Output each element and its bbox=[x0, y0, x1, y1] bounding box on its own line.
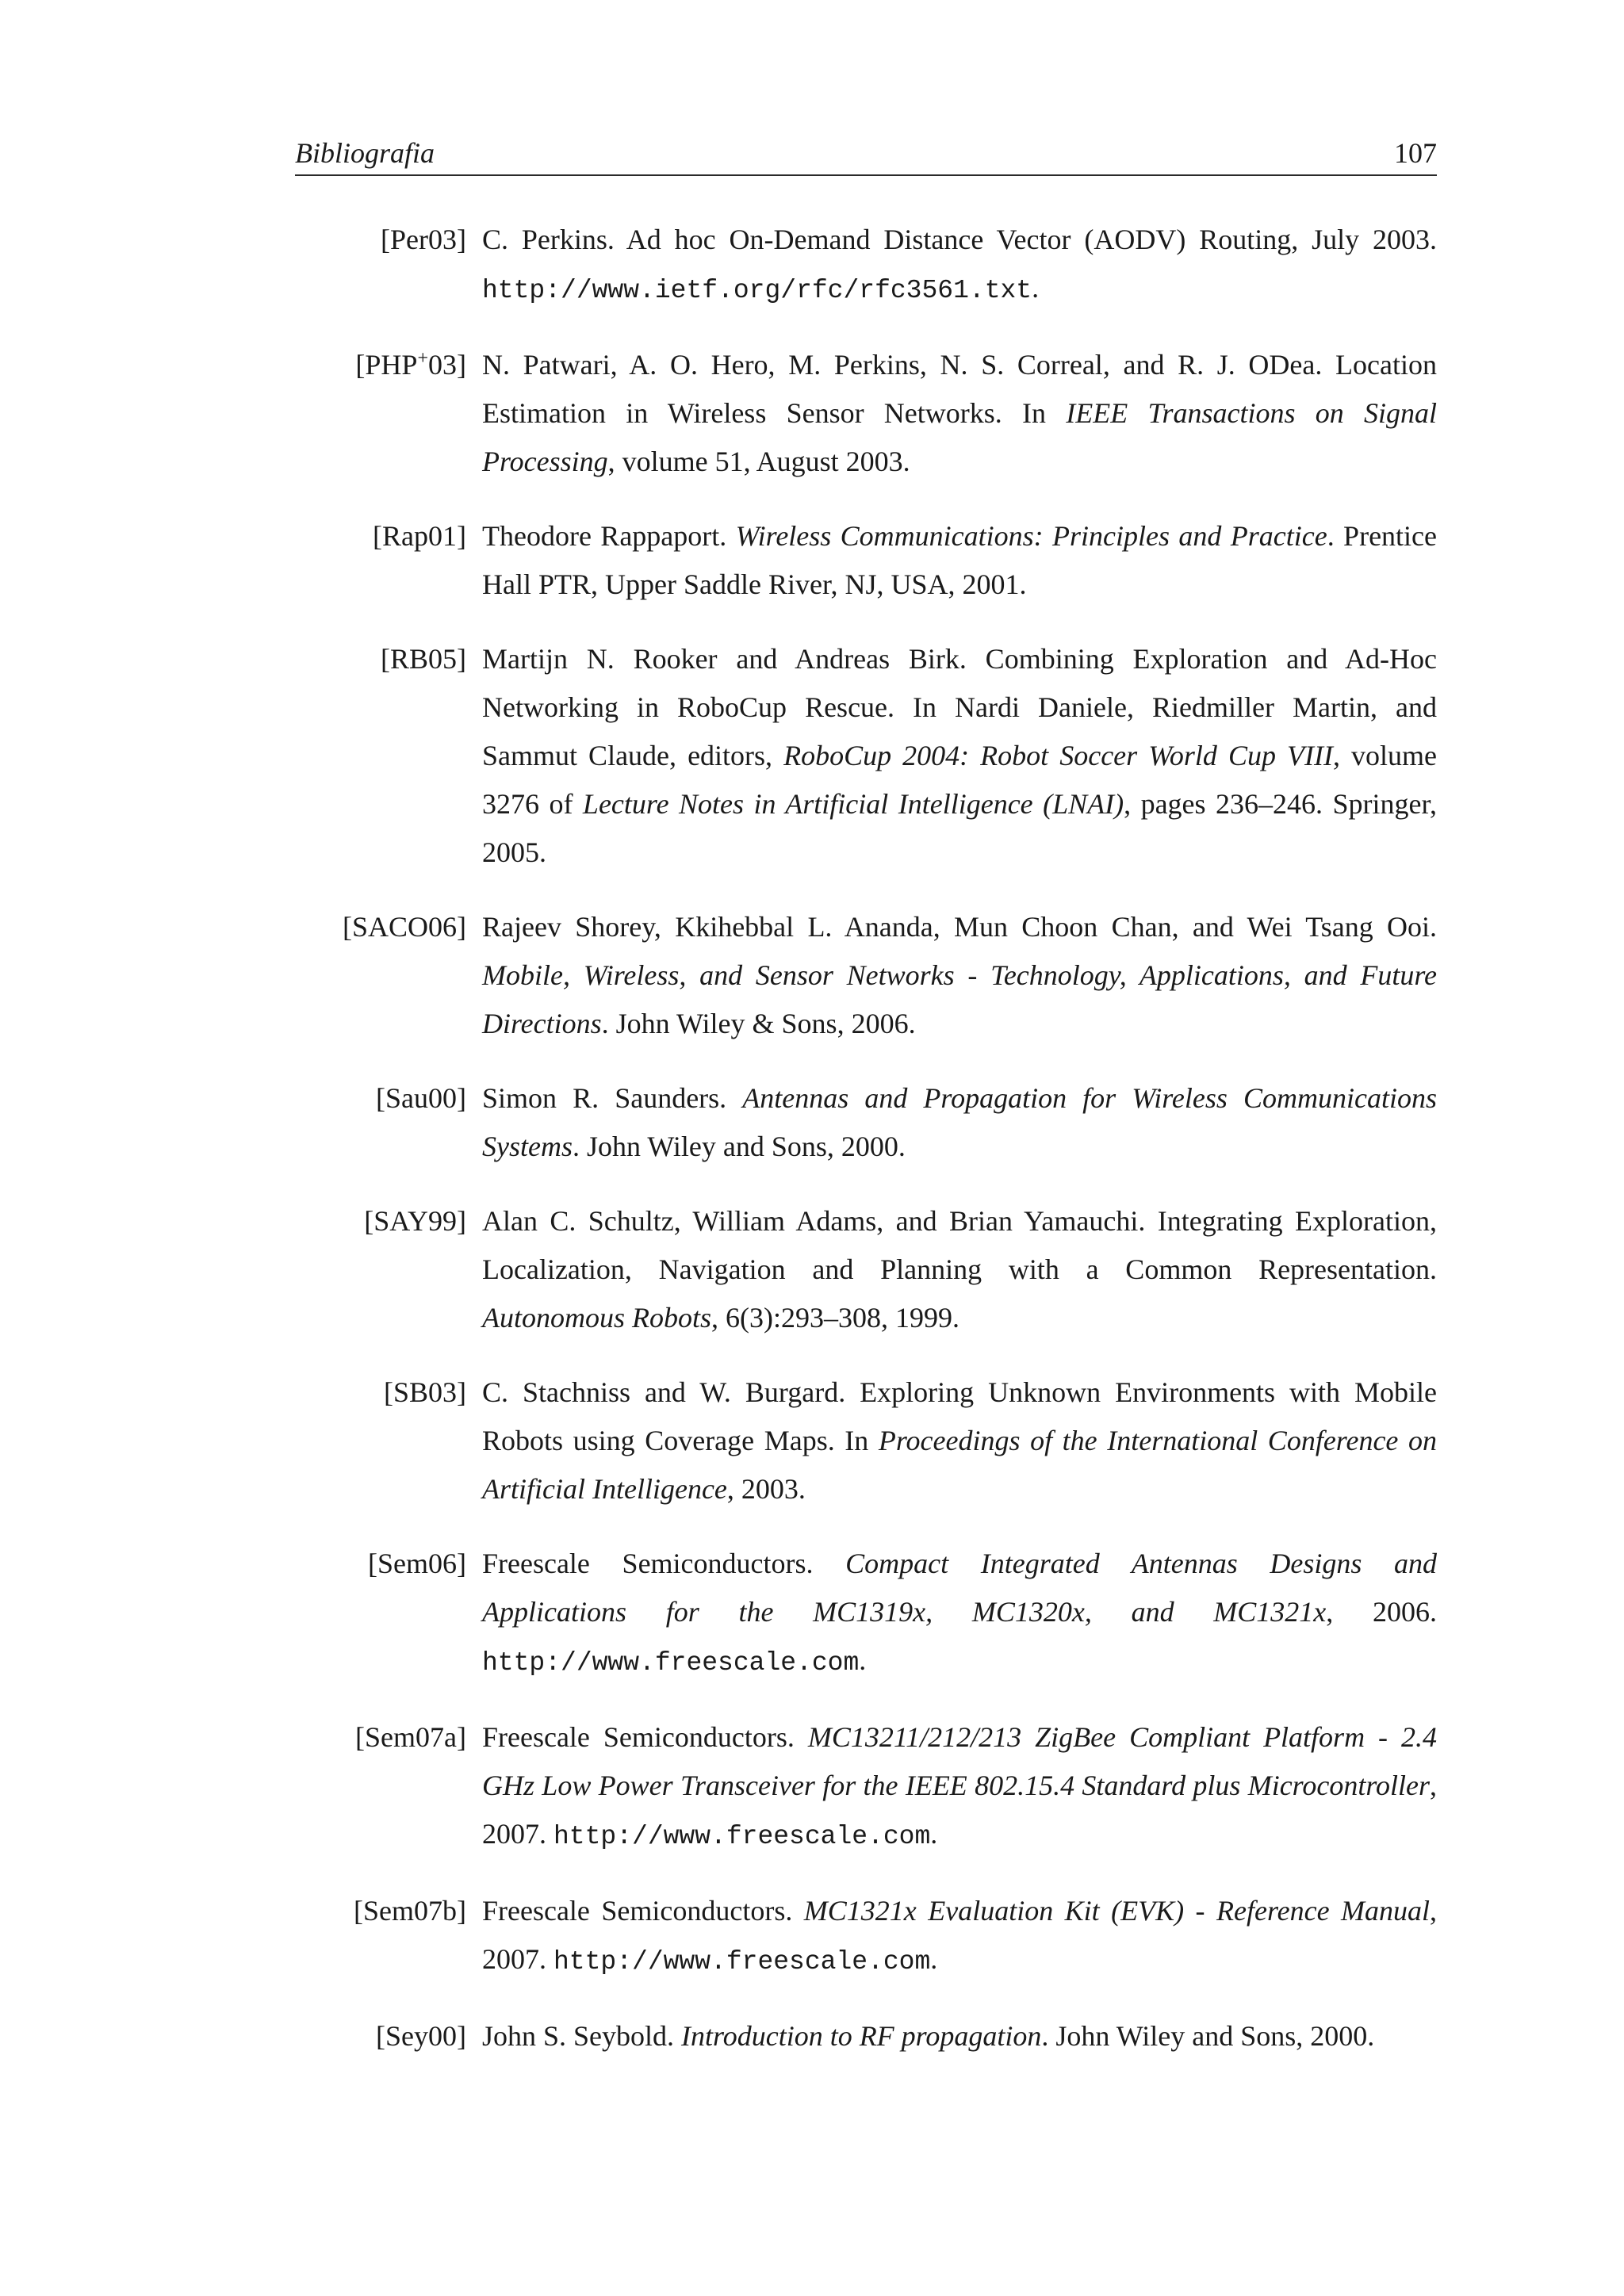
citation-url[interactable]: http://www.freescale.com bbox=[482, 1648, 860, 1678]
citation-title: Mobile, Wireless, and Sensor Networks - Technology, Applications, and Future Directions bbox=[482, 959, 1437, 1039]
citation-title: RoboCup 2004: Robot Soccer World Cup VIII bbox=[783, 740, 1333, 771]
citation-key: [Rap01] bbox=[373, 520, 466, 552]
citation-key: [Sey00] bbox=[376, 2020, 466, 2052]
citation-key: [Sem07a] bbox=[355, 1721, 466, 1753]
citation-key: [Sau00] bbox=[376, 1082, 466, 1114]
citation-text bbox=[482, 2012, 1437, 2061]
bibliography-entry bbox=[295, 512, 1437, 609]
citation-key: [PHP+03] bbox=[355, 348, 466, 381]
citation-segment: Simon R. Saunders. bbox=[482, 1082, 743, 1114]
citation-segment: , volume 51, August 2003. bbox=[607, 446, 910, 477]
bibliography-entry bbox=[295, 1368, 1437, 1513]
citation-title: IEEE Transactions on Signal Processing bbox=[482, 397, 1437, 477]
citation-url[interactable]: http://www.ietf.org/rfc/rfc3561.txt bbox=[482, 276, 1032, 305]
citation-segment: , 2007. bbox=[482, 1895, 1438, 1975]
citation-segment: N. Patwari, A. O. Hero, M. Perkins, N. S. Correal, and R. J. ODea. Location Estimation in Wireless Sensor Networks. In bbox=[482, 349, 1437, 429]
citation-segment: . bbox=[1032, 272, 1040, 304]
citation-segment: , 6(3):293–308, 1999. bbox=[711, 1302, 959, 1334]
citation-segment: , 2007. bbox=[482, 1770, 1437, 1850]
citation-text bbox=[482, 1368, 1437, 1513]
citation-text bbox=[482, 1540, 1437, 1687]
citation-segment: . John Wiley & Sons, 2006. bbox=[601, 1008, 916, 1039]
citation-key: [SB03] bbox=[383, 1376, 466, 1408]
citation-segment: . bbox=[930, 1818, 938, 1850]
bibliography-entry bbox=[295, 1713, 1437, 1861]
citation-segment: John S. Seybold. bbox=[482, 2020, 682, 2052]
running-head bbox=[295, 133, 1437, 176]
citation-url[interactable]: http://www.freescale.com bbox=[553, 1822, 931, 1851]
citation-key: [RB05] bbox=[381, 643, 466, 675]
bibliography-entry bbox=[295, 2012, 1437, 2061]
bibliography-entry bbox=[295, 635, 1437, 877]
citation-segment: Martijn N. Rooker and Andreas Birk. Combining Exploration and Ad-Hoc Networking in RoboCup Rescue. In Nardi Daniele, Riedmiller Martin, and Sammut Claude, editors, bbox=[482, 643, 1437, 771]
citation-text bbox=[482, 635, 1437, 877]
bibliography-entry bbox=[295, 1074, 1437, 1171]
bibliography-entry bbox=[295, 1887, 1437, 1986]
bibliography-entry bbox=[295, 1197, 1437, 1342]
citation-segment: . bbox=[930, 1943, 938, 1975]
citation-segment: C. Perkins. Ad hoc On-Demand Distance Vector (AODV) Routing, July 2003. bbox=[482, 224, 1437, 255]
citation-segment: . bbox=[859, 1644, 867, 1676]
bibliography-entry bbox=[295, 1540, 1437, 1687]
citation-text bbox=[482, 512, 1437, 609]
citation-text bbox=[482, 1887, 1437, 1986]
citation-segment: Alan C. Schultz, William Adams, and Brian Yamauchi. Integrating Exploration, Localization, Navigation and Planning with a Common Representation. bbox=[482, 1205, 1437, 1285]
citation-text bbox=[482, 1713, 1437, 1861]
citation-segment: . Prentice Hall PTR, Upper Saddle River, NJ, USA, 2001. bbox=[482, 520, 1438, 600]
chapter-title: Bibliografia bbox=[295, 137, 435, 169]
citation-segment: . John Wiley and Sons, 2000. bbox=[572, 1131, 906, 1162]
citation-title: Antennas and Propagation for Wireless Communications Systems bbox=[482, 1082, 1437, 1162]
citation-text bbox=[482, 216, 1437, 315]
citation-title: Lecture Notes in Artificial Intelligence (LNAI) bbox=[582, 788, 1124, 820]
citation-key: [SAY99] bbox=[364, 1205, 466, 1237]
citation-segment: Freescale Semiconductors. bbox=[482, 1548, 846, 1579]
citation-title: Introduction to RF propagation bbox=[681, 2020, 1042, 2052]
citation-key: [Per03] bbox=[381, 224, 466, 255]
page-number: 107 bbox=[1394, 137, 1437, 169]
citation-key: [Sem06] bbox=[368, 1548, 466, 1579]
citation-segment: , volume 3276 of bbox=[482, 740, 1437, 820]
citation-segment: , 2006. bbox=[1326, 1596, 1438, 1628]
citation-key: [SACO06] bbox=[342, 911, 466, 943]
citation-segment: . John Wiley and Sons, 2000. bbox=[1041, 2020, 1375, 2052]
citation-segment: Theodore Rappaport. bbox=[482, 520, 736, 552]
citation-title: Compact Integrated Antennas Designs and Applications for the MC1319x, MC1320x, and MC1321x bbox=[482, 1548, 1437, 1628]
citation-segment: , pages 236–246. Springer, 2005. bbox=[482, 788, 1437, 868]
citation-segment: Freescale Semiconductors. bbox=[482, 1721, 808, 1753]
citation-text bbox=[482, 1197, 1437, 1342]
citation-text bbox=[482, 341, 1437, 486]
citation-title: Proceedings of the International Conference on Artificial Intelligence bbox=[482, 1425, 1437, 1505]
citation-segment: Freescale Semiconductors. bbox=[482, 1895, 804, 1927]
bibliography-entry bbox=[295, 341, 1437, 486]
citation-title: MC13211/212/213 ZigBee Compliant Platform - 2.4 GHz Low Power Transceiver for the IEEE 802.15.4 Standard plus Microcontroller bbox=[482, 1721, 1438, 1801]
citation-segment: C. Stachniss and W. Burgard. Exploring Unknown Environments with Mobile Robots using Coverage Maps. In bbox=[482, 1376, 1437, 1456]
bibliography-list bbox=[295, 216, 1437, 2087]
citation-key: [Sem07b] bbox=[354, 1895, 466, 1927]
citation-segment: , 2003. bbox=[726, 1473, 806, 1505]
citation-title: Autonomous Robots bbox=[482, 1302, 712, 1334]
citation-title: Wireless Communications: Principles and Practice bbox=[735, 520, 1327, 552]
citation-segment: Rajeev Shorey, Kkihebbal L. Ananda, Mun Choon Chan, and Wei Tsang Ooi. bbox=[482, 911, 1437, 943]
citation-text bbox=[482, 903, 1437, 1048]
bibliography-entry bbox=[295, 216, 1437, 315]
citation-title: MC1321x Evaluation Kit (EVK) - Reference Manual bbox=[803, 1895, 1431, 1927]
citation-url[interactable]: http://www.freescale.com bbox=[553, 1947, 931, 1976]
bibliography-entry bbox=[295, 903, 1437, 1048]
citation-text bbox=[482, 1074, 1437, 1171]
